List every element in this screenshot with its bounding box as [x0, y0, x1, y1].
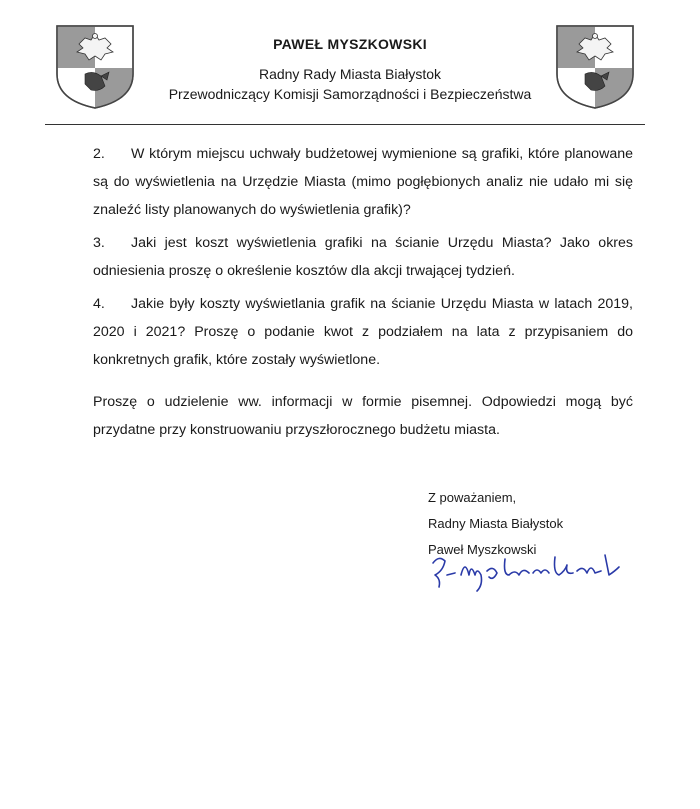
question-number: 4.: [93, 296, 105, 312]
letterhead: [130, 30, 570, 102]
author-role: Radny Rady Miasta Białystok: [258, 66, 442, 82]
signer-name: Paweł Myszkowski: [428, 542, 537, 557]
handwritten-signature-icon: [425, 545, 635, 595]
question-item: [93, 229, 633, 285]
question-item: [93, 290, 633, 374]
author-committee: Przewodniczący Komisji Samorządności i Bezpieczeństwa: [168, 86, 532, 102]
closing-paragraph: Proszę o udzielenie ww. informacji w formie pisemnej. Odpowiedzi mogą być przydatne przy konstruowaniu przyszłorocznego budżetu miasta.: [93, 394, 633, 438]
greeting: Z poważaniem,: [428, 490, 517, 505]
signer-title: Radny Miasta Białystok: [428, 516, 564, 531]
question-item: [93, 140, 633, 224]
question-text: Jakie były koszty wyświetlania grafik na ścianie Urzędu Miasta w latach 2019, 2020 i 2021? Proszę o podanie kwot z podziałem na lata z przypisaniem do konkretnych grafik, które zostały wyświetlone.: [93, 296, 633, 368]
header-divider: [45, 124, 645, 125]
question-number: 3.: [93, 235, 105, 251]
question-text: Jaki jest koszt wyświetlenia grafiki na ścianie Urzędu Miasta? Jako okres odniesienia proszę o określenie kosztów dla akcji trwającej tydzień.: [93, 235, 633, 279]
question-text: W którym miejscu uchwały budżetowej wymienione są grafiki, które planowane są do wyświetlenia na Urzędzie Miasta (mimo pogłębionych analiz nie udało mi się znaleźć listy planowanych do wyświetlenia grafik)?: [93, 146, 633, 218]
author-name: PAWEŁ MYSZKOWSKI: [273, 36, 427, 52]
letter-body: [93, 140, 633, 444]
question-number: 2.: [93, 146, 105, 162]
